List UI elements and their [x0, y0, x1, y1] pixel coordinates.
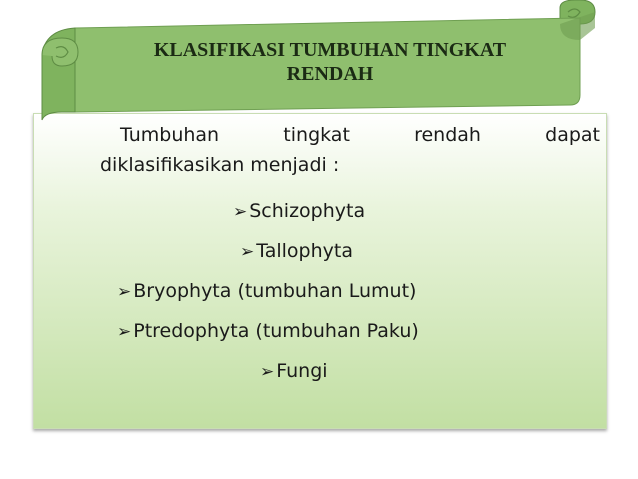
intro-line-2: diklasifikasikan menjadi :: [100, 154, 340, 176]
arrow-bullet-icon: ➢: [117, 322, 132, 342]
page-title: [90, 38, 570, 86]
intro-word: rendah: [414, 124, 481, 146]
list-item: [100, 316, 600, 356]
list-item: [100, 356, 600, 396]
title-line-1: KLASIFIKASI TUMBUHAN TINGKAT: [153, 39, 507, 61]
bullet-list: [100, 196, 600, 396]
arrow-bullet-icon: ➢: [260, 362, 275, 382]
bullet-label: Bryophyta (tumbuhan Lumut): [133, 280, 417, 302]
arrow-bullet-icon: ➢: [233, 202, 248, 222]
title-line-2: RENDAH: [286, 63, 374, 85]
intro-word: dapat: [545, 124, 600, 146]
arrow-bullet-icon: ➢: [117, 282, 132, 302]
bullet-label: Fungi: [276, 360, 328, 382]
bullet-label: Schizophyta: [249, 200, 366, 222]
bullet-label: Ptredophyta (tumbuhan Paku): [133, 320, 419, 342]
list-item: [100, 276, 600, 316]
intro-word: tingkat: [283, 124, 350, 146]
list-item: [100, 236, 600, 276]
list-item: [100, 196, 600, 236]
arrow-bullet-icon: ➢: [240, 242, 255, 262]
intro-word: Tumbuhan: [120, 124, 220, 146]
bullet-label: Tallophyta: [256, 240, 353, 262]
